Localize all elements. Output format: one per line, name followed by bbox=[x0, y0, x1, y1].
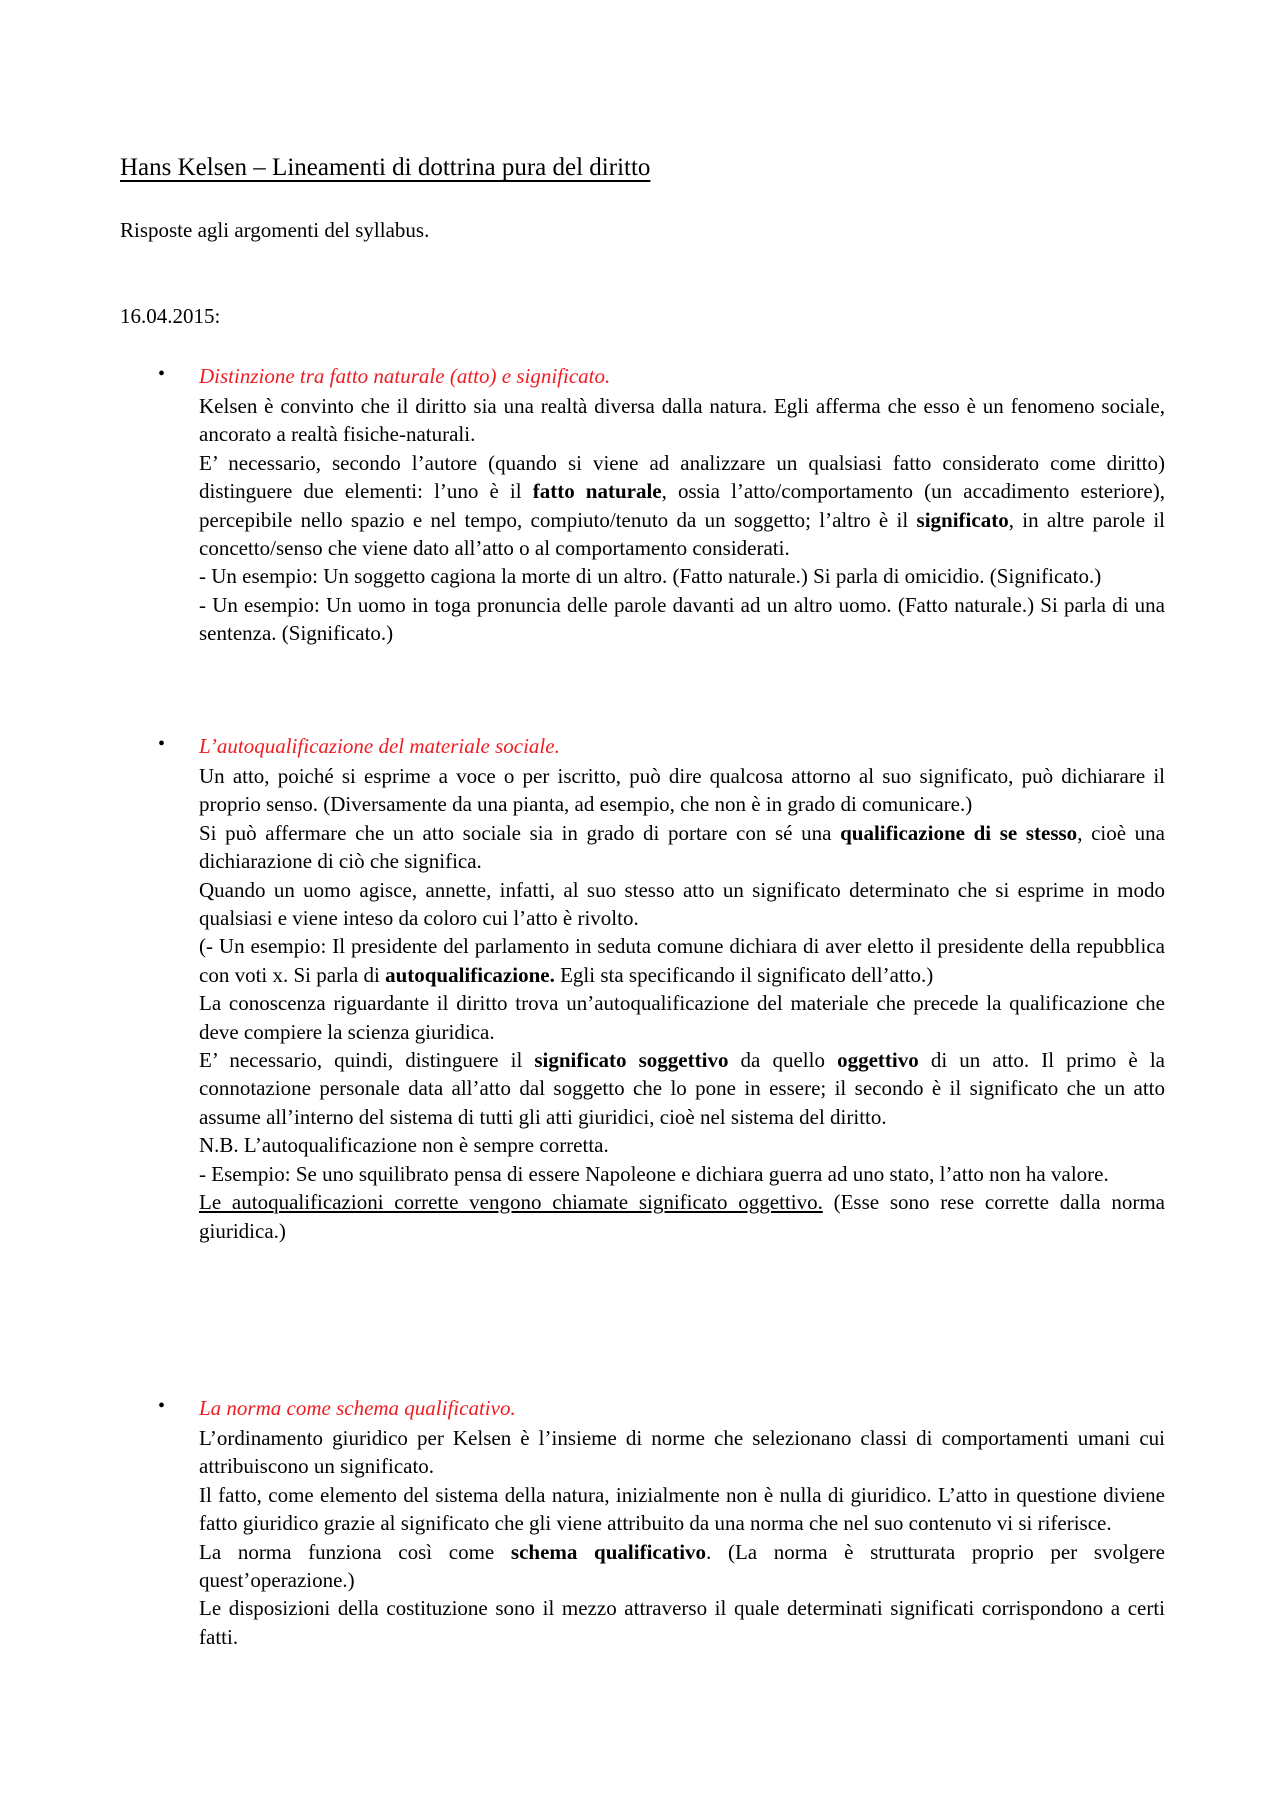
document-subtitle: Risposte agli argomenti del syllabus. bbox=[120, 218, 430, 242]
bold-term: oggettivo bbox=[837, 1048, 919, 1073]
section-body bbox=[199, 1424, 1165, 1651]
paragraph: Kelsen è convinto che il diritto sia una realtà diversa dalla natura. Egli afferma che esso è un fenomeno sociale, ancorato a realtà fisiche-naturali. bbox=[199, 394, 1165, 447]
paragraph: Quando un uomo agisce, annette, infatti, al suo stesso atto un significato determinato che si esprime in modo qualsiasi e viene inteso da coloro cui l’atto è rivolto. bbox=[199, 877, 1165, 931]
section-body bbox=[199, 762, 1165, 1245]
paragraph: E’ necessario, secondo l’autore (quando si viene ad analizzare un qualsiasi fatto considerato come diritto) distinguere due elementi: l’uno è il fatto naturale, ossia l’atto/comportamento (un accadimento esteriore), percepibile nello spazio e nel tempo, compiuto/tenuto da un soggetto; l’altro è il significato, in altre parole il concetto/senso che viene dato all’atto o al comportamento considerati. bbox=[199, 450, 1165, 561]
section-body bbox=[199, 392, 1165, 648]
paragraph: Le autoqualificazioni corrette vengono chiamate significato oggettivo. (Esse sono rese corrette dalla norma giuridica.) bbox=[199, 1190, 1165, 1243]
paragraph: La norma funziona così come schema qualificativo. (La norma è strutturata proprio per svolgere quest’operazione.) bbox=[199, 1539, 1165, 1593]
bold-term: qualificazione di se stesso bbox=[840, 820, 1078, 845]
bold-term: significato bbox=[916, 507, 1009, 532]
document-date: 16.04.2015: bbox=[120, 304, 221, 328]
paragraph: E’ necessario, quindi, distinguere il significato soggettivo da quello oggettivo di un atto. Il primo è la connotazione personale data all’atto dal soggetto che lo pone in essere; il secondo è il significato che un atto assume all’interno del sistema di tutti gli atti giuridici, cioè nel sistema del diritto. bbox=[199, 1048, 1165, 1129]
bold-term: schema qualificativo bbox=[510, 1539, 707, 1564]
paragraph: N.B. L’autoqualificazione non è sempre corretta. bbox=[199, 1133, 609, 1158]
paragraph: - Un esempio: Un soggetto cagiona la morte di un altro. (Fatto naturale.) Si parla di omicidio. (Significato.) bbox=[199, 564, 1102, 589]
paragraph: (- Un esempio: Il presidente del parlamento in seduta comune dichiara di aver eletto il presidente della repubblica con voti x. Si parla di autoqualificazione. Egli sta specificando il significato dell’atto.) bbox=[199, 934, 1165, 987]
paragraph: - Esempio: Se uno squilibrato pensa di essere Napoleone e dichiara guerra ad uno stato, l’atto non ha valore. bbox=[199, 1161, 1109, 1186]
bold-term: significato soggettivo bbox=[534, 1048, 729, 1073]
bold-term: autoqualificazione. bbox=[385, 962, 555, 987]
bullet-icon: • bbox=[158, 1395, 166, 1417]
section-heading: L’autoqualificazione del materiale sociale. bbox=[199, 734, 560, 758]
paragraph: Il fatto, come elemento del sistema della natura, inizialmente non è nulla di giuridico. L’atto in questione diviene fatto giuridico grazie al significato che gli viene attribuito da una norma che nel suo contenuto vi si riferisce. bbox=[199, 1482, 1165, 1536]
paragraph: Un atto, poiché si esprime a voce o per iscritto, può dire qualcosa attorno al suo significato, può dichiarare il proprio senso. (Diversamente da una pianta, ad esempio, che non è in grado di comunicare.) bbox=[199, 764, 1165, 817]
bullet-icon: • bbox=[158, 363, 166, 385]
underlined-text: Le autoqualificazioni corrette vengono chiamate significato oggettivo. bbox=[199, 1190, 823, 1215]
paragraph: Si può affermare che un atto sociale sia in grado di portare con sé una qualificazione di se stesso, cioè una dichiarazione di ciò che significa. bbox=[199, 820, 1166, 874]
section-heading: La norma come schema qualificativo. bbox=[199, 1396, 516, 1420]
bold-term: fatto naturale bbox=[532, 479, 662, 504]
section-heading: Distinzione tra fatto naturale (atto) e significato. bbox=[199, 364, 611, 388]
paragraph: La conoscenza riguardante il diritto trova un’autoqualificazione del materiale che precede la qualificazione che deve compiere la scienza giuridica. bbox=[199, 991, 1165, 1044]
paragraph: - Un esempio: Un uomo in toga pronuncia delle parole davanti ad un altro uomo. (Fatto naturale.) Si parla di una sentenza. (Significato.) bbox=[199, 592, 1165, 646]
document-title: Hans Kelsen – Lineamenti di dottrina pura del diritto bbox=[120, 154, 651, 181]
paragraph: Le disposizioni della costituzione sono il mezzo attraverso il quale determinati significati corrispondono a certi fatti. bbox=[199, 1596, 1165, 1649]
bullet-icon: • bbox=[158, 733, 166, 755]
paragraph: L’ordinamento giuridico per Kelsen è l’insieme di norme che selezionano classi di comportamenti umani cui attribuiscono un significato. bbox=[199, 1426, 1165, 1479]
